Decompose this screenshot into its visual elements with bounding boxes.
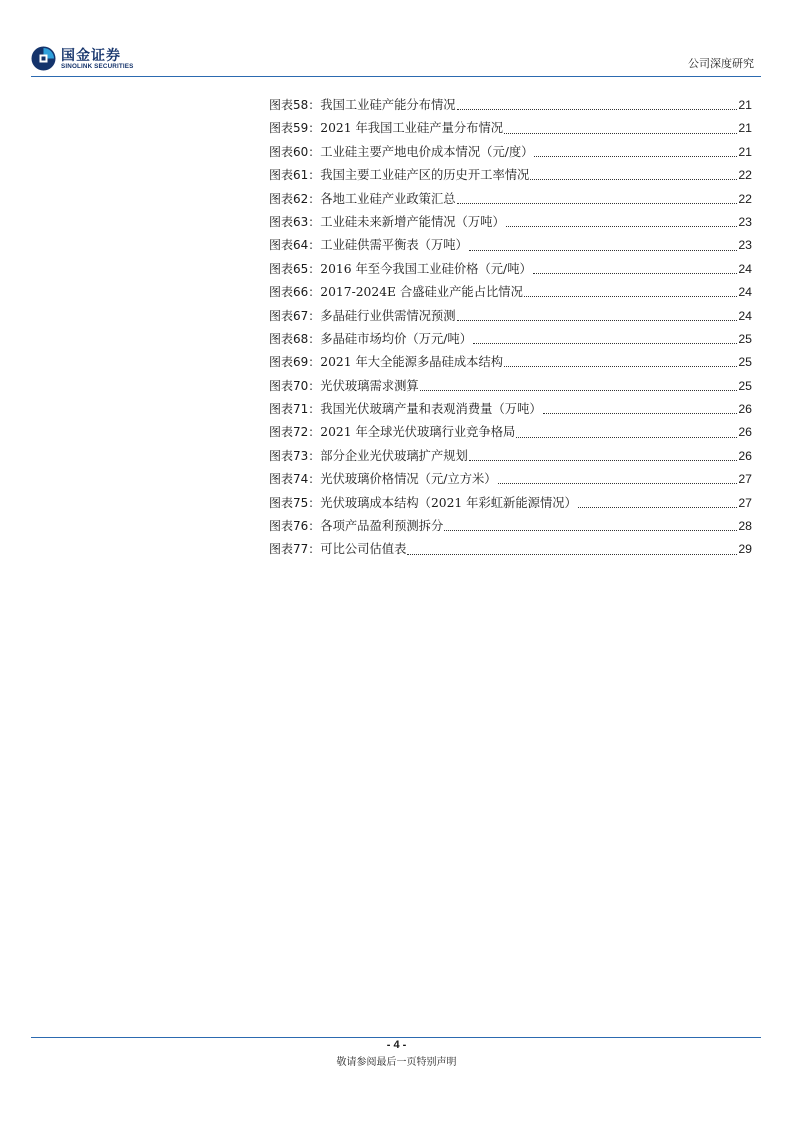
toc-dot-leader <box>473 343 737 344</box>
toc-dot-leader <box>504 133 737 134</box>
company-logo <box>31 46 151 76</box>
toc-entry-label: 图表77： <box>269 542 321 557</box>
toc-entry-page: 25 <box>738 355 752 370</box>
toc-dot-leader <box>530 179 737 180</box>
toc-entry[interactable] <box>269 117 752 140</box>
toc-entry-title: 我国主要工业硅产区的历史开工率情况 <box>320 168 530 183</box>
toc-entry-title: 多晶硅市场均价（万元/吨） <box>320 331 472 346</box>
toc-dot-leader <box>457 320 738 321</box>
toc-entry-label: 图表67： <box>269 308 321 323</box>
toc-entry-title: 2021 年我国工业硅产量分布情况 <box>320 121 504 136</box>
toc-entry[interactable] <box>269 538 752 561</box>
page-number: - 4 - <box>386 1039 407 1051</box>
toc-entry-page: 23 <box>738 214 752 229</box>
toc-entry[interactable] <box>269 468 752 491</box>
toc-entry-title: 工业硅供需平衡表（万吨） <box>320 238 468 253</box>
toc-entry-page: 24 <box>738 308 752 323</box>
toc-entry-page: 26 <box>738 425 752 440</box>
toc-entry[interactable] <box>269 515 752 538</box>
toc-entry-page: 22 <box>738 191 752 206</box>
toc-dot-leader <box>524 296 737 297</box>
toc-entry-page: 24 <box>738 285 752 300</box>
toc-dot-leader <box>543 413 738 414</box>
toc-entry-label: 图表66： <box>269 285 321 300</box>
toc-entry-label: 图表62： <box>269 191 321 206</box>
toc-dot-leader <box>498 483 738 484</box>
toc-entry-page: 26 <box>738 448 752 463</box>
toc-entry-title: 2017-2024E 合盛硅业产能占比情况 <box>320 285 523 300</box>
toc-dot-leader <box>516 437 737 438</box>
toc-entry[interactable] <box>269 375 752 398</box>
toc-entry-label: 图表68： <box>269 331 321 346</box>
toc-entry-page: 21 <box>738 98 752 112</box>
toc-entry[interactable] <box>269 188 752 211</box>
toc-entry-label: 图表73： <box>269 448 321 463</box>
toc-dot-leader <box>533 273 738 274</box>
toc-entry-title: 各项产品盈利预测拆分 <box>320 519 444 534</box>
toc-entry-page: 21 <box>738 144 752 159</box>
toc-dot-leader <box>578 507 737 508</box>
logo-chinese-name: 国金证券 <box>61 48 121 64</box>
toc-dot-leader <box>534 156 737 157</box>
toc-entry[interactable] <box>269 492 752 515</box>
header-divider <box>31 76 761 77</box>
toc-entry-page: 28 <box>738 519 752 534</box>
toc-entry-title: 我国工业硅产能分布情况 <box>320 98 456 112</box>
toc-entry-label: 图表74： <box>269 472 321 487</box>
toc-entry-label: 图表59： <box>269 121 321 136</box>
sinolink-logo-icon <box>31 46 56 71</box>
toc-entry[interactable] <box>269 164 752 187</box>
toc-dot-leader <box>506 226 738 227</box>
toc-entry[interactable] <box>269 94 752 117</box>
toc-entry[interactable] <box>269 305 752 328</box>
toc-entry-title: 工业硅主要产地电价成本情况（元/度） <box>320 144 534 159</box>
toc-dot-leader <box>469 460 737 461</box>
toc-entry[interactable] <box>269 234 752 257</box>
toc-entry[interactable] <box>269 351 752 374</box>
toc-entry-title: 2016 年至今我国工业硅价格（元/吨） <box>320 261 532 276</box>
toc-entry-label: 图表63： <box>269 214 321 229</box>
report-type-label: 公司深度研究 <box>688 57 754 70</box>
toc-entry-title: 工业硅未来新增产能情况（万吨） <box>320 214 505 229</box>
toc-entry-page: 22 <box>738 168 752 183</box>
toc-entry-label: 图表76： <box>269 519 321 534</box>
toc-entry-label: 图表71： <box>269 402 321 417</box>
toc-entry-page: 27 <box>738 472 752 487</box>
toc-entry[interactable] <box>269 258 752 281</box>
toc-entry[interactable] <box>269 398 752 421</box>
toc-entry-page: 24 <box>738 261 752 276</box>
toc-dot-leader <box>444 530 737 531</box>
disclaimer-note: 敬请参阅最后一页特别声明 <box>336 1057 457 1068</box>
toc-entry-label: 图表65： <box>269 261 321 276</box>
toc-entry-title: 可比公司估值表 <box>320 542 407 557</box>
toc-dot-leader <box>407 554 737 555</box>
toc-entry-label: 图表60： <box>269 144 321 159</box>
toc-entry-label: 图表70： <box>269 378 321 393</box>
toc-entry-title: 光伏玻璃价格情况（元/立方米） <box>320 472 497 487</box>
page-header <box>0 0 793 80</box>
toc-entry-title: 2021 年大全能源多晶硅成本结构 <box>320 355 504 370</box>
toc-entry[interactable] <box>269 281 752 304</box>
toc-dot-leader <box>420 390 738 391</box>
toc-entry-title: 多晶硅行业供需情况预测 <box>320 308 456 323</box>
toc-entry-label: 图表64： <box>269 238 321 253</box>
toc-entry-label: 图表72： <box>269 425 321 440</box>
toc-entry[interactable] <box>269 445 752 468</box>
toc-entry-page: 21 <box>738 121 752 136</box>
toc-entry-label: 图表75： <box>269 495 321 510</box>
toc-entry-title: 各地工业硅产业政策汇总 <box>320 191 456 206</box>
figure-table-of-contents <box>269 94 752 562</box>
toc-entry-label: 图表58： <box>269 98 321 112</box>
toc-dot-leader <box>469 250 737 251</box>
toc-entry-title: 光伏玻璃成本结构（2021 年彩虹新能源情况） <box>320 495 577 510</box>
toc-entry-title: 部分企业光伏玻璃扩产规划 <box>320 448 468 463</box>
toc-entry-page: 25 <box>738 331 752 346</box>
toc-entry-page: 23 <box>738 238 752 253</box>
footer-divider <box>31 1037 761 1038</box>
toc-entry-page: 27 <box>738 495 752 510</box>
toc-entry-title: 我国光伏玻璃产量和表观消费量（万吨） <box>320 402 542 417</box>
toc-entry-page: 26 <box>738 402 752 417</box>
toc-dot-leader <box>457 109 738 110</box>
toc-dot-leader <box>504 366 737 367</box>
logo-english-name: SINOLINK SECURITIES <box>61 63 134 70</box>
toc-entry[interactable] <box>269 141 752 164</box>
toc-entry[interactable] <box>269 328 752 351</box>
toc-entry-title: 光伏玻璃需求测算 <box>320 378 419 393</box>
toc-entry[interactable] <box>269 421 752 444</box>
toc-entry-page: 25 <box>738 378 752 393</box>
toc-entry-label: 图表69： <box>269 355 321 370</box>
toc-dot-leader <box>457 203 738 204</box>
toc-entry-page: 29 <box>738 542 752 557</box>
toc-entry[interactable] <box>269 211 752 234</box>
toc-entry-title: 2021 年全球光伏玻璃行业竞争格局 <box>320 425 516 440</box>
toc-entry-label: 图表61： <box>269 168 321 183</box>
